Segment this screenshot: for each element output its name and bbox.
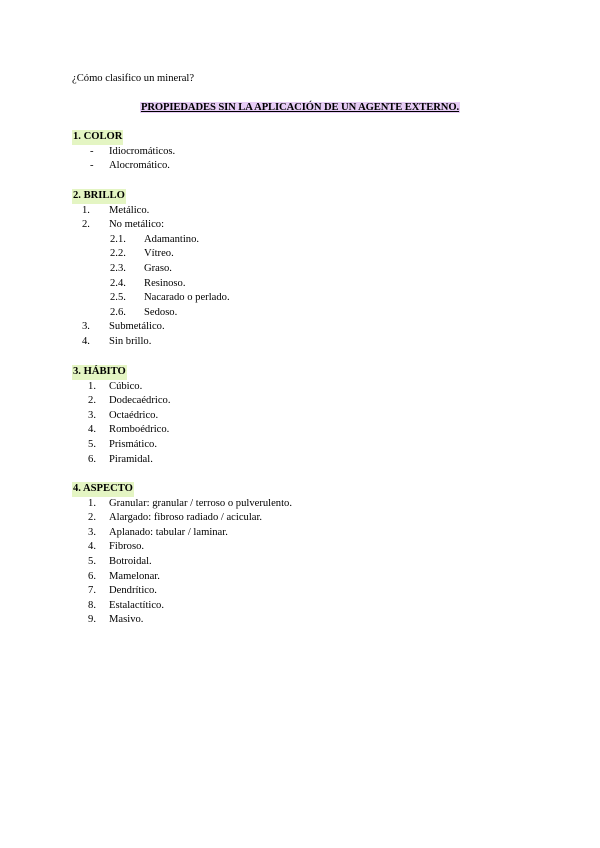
list-marker: 4.	[82, 335, 90, 347]
list-item-text: Graso.	[144, 262, 172, 274]
sub-list-item	[72, 291, 230, 306]
list-item-text: No metálico:	[109, 219, 165, 231]
list-item-text: Alargado: fibroso radiado / acicular.	[109, 512, 263, 524]
list-marker: 5.	[88, 438, 96, 450]
list-item-text: Adamantino.	[144, 233, 200, 245]
list-item-text: Submetálico.	[109, 321, 165, 333]
document-title: PROPIEDADES SIN LA APLICACIÓN DE UN AGENTE EXTERNO.	[140, 102, 460, 113]
list-item	[72, 335, 152, 350]
list-item	[72, 423, 170, 438]
list-item-text: Fibroso.	[109, 541, 145, 553]
list-item	[72, 409, 159, 424]
list-item-text: Metálico.	[109, 204, 150, 216]
list-marker: 2.2.	[110, 248, 126, 260]
list-item	[72, 497, 292, 512]
list-marker: 4.	[88, 424, 96, 436]
sub-list-item	[72, 277, 186, 292]
list-item-text: Masivo.	[109, 614, 144, 626]
list-marker: 2.1.	[110, 233, 126, 245]
list-item	[72, 438, 157, 453]
list-marker: 2.	[82, 219, 90, 231]
list-marker: 1.	[88, 497, 96, 509]
list-item-text: Alocromático.	[109, 160, 170, 172]
list-item	[72, 159, 170, 174]
intro-question: ¿Cómo clasifico un mineral?	[72, 73, 195, 84]
list-marker: 3.	[88, 526, 96, 538]
section-heading-color: 1. COLOR	[72, 130, 123, 145]
list-item	[72, 453, 153, 468]
list-marker: 5.	[88, 555, 96, 567]
list-item	[72, 526, 228, 541]
list-item-text: Dodecaédrico.	[109, 395, 171, 407]
list-marker: 3.	[88, 409, 96, 421]
list-item	[72, 320, 165, 335]
sub-list-item	[72, 233, 200, 248]
list-marker: 3.	[82, 321, 90, 333]
habito-list	[72, 380, 171, 468]
list-item	[72, 599, 165, 614]
color-list	[72, 145, 176, 174]
list-item-text: Cúbico.	[109, 380, 143, 392]
sub-list-item	[72, 247, 174, 262]
brillo-list	[72, 204, 230, 350]
list-item	[72, 613, 144, 628]
list-marker: 2.	[88, 512, 96, 524]
list-marker: -	[90, 160, 94, 172]
list-item-text: Estalactítico.	[109, 599, 165, 611]
list-item	[72, 555, 152, 570]
list-item	[72, 511, 263, 526]
section-habito	[72, 365, 171, 467]
list-item-text: Sedoso.	[144, 306, 178, 318]
section-color	[72, 130, 176, 174]
list-item-text: Idiocromáticos.	[109, 145, 176, 157]
list-marker: 6.	[88, 570, 96, 582]
list-marker: 2.	[88, 395, 96, 407]
list-item-text: Vítreo.	[144, 248, 174, 260]
list-marker: 6.	[88, 453, 96, 465]
section-brillo	[72, 189, 230, 350]
list-item	[72, 540, 145, 555]
aspecto-list	[72, 497, 292, 628]
list-marker: 8.	[88, 599, 96, 611]
list-marker: 7.	[88, 585, 96, 597]
list-item	[72, 145, 176, 160]
sub-list-item	[72, 262, 172, 277]
sub-list-item	[72, 306, 178, 321]
list-item	[72, 204, 150, 219]
list-item-text: Botroidal.	[109, 555, 152, 567]
section-aspecto	[72, 482, 292, 628]
list-item-text: Piramidal.	[109, 453, 153, 465]
list-marker: 1.	[82, 204, 90, 216]
list-item-text: Resinoso.	[144, 277, 186, 289]
list-item-text: Mamelonar.	[109, 570, 160, 582]
list-marker: -	[90, 145, 94, 157]
list-marker: 9.	[88, 614, 96, 626]
list-item-text: Sin brillo.	[109, 335, 152, 347]
list-item-text: Nacarado o perlado.	[144, 292, 230, 304]
list-marker: 2.6.	[110, 306, 126, 318]
section-heading-aspecto: 4. ASPECTO	[72, 482, 134, 497]
list-item	[72, 218, 165, 233]
list-item-text: Octaédrico.	[109, 409, 159, 421]
section-heading-habito: 3. HÁBITO	[72, 365, 127, 380]
list-item-text: Aplanado: tabular / laminar.	[109, 526, 228, 538]
list-item	[72, 380, 143, 395]
section-heading-brillo: 2. BRILLO	[72, 189, 126, 204]
list-item-text: Granular: granular / terroso o pulverulento.	[109, 497, 292, 509]
list-marker: 2.4.	[110, 277, 126, 289]
title-container	[0, 101, 600, 116]
list-item	[72, 394, 171, 409]
list-item-text: Prismático.	[109, 438, 157, 450]
list-item-text: Romboédrico.	[109, 424, 170, 436]
list-item-text: Dendrítico.	[109, 585, 157, 597]
list-marker: 2.5.	[110, 292, 126, 304]
list-marker: 4.	[88, 541, 96, 553]
list-marker: 1.	[88, 380, 96, 392]
list-item	[72, 570, 160, 585]
list-marker: 2.3.	[110, 262, 126, 274]
list-item	[72, 584, 157, 599]
